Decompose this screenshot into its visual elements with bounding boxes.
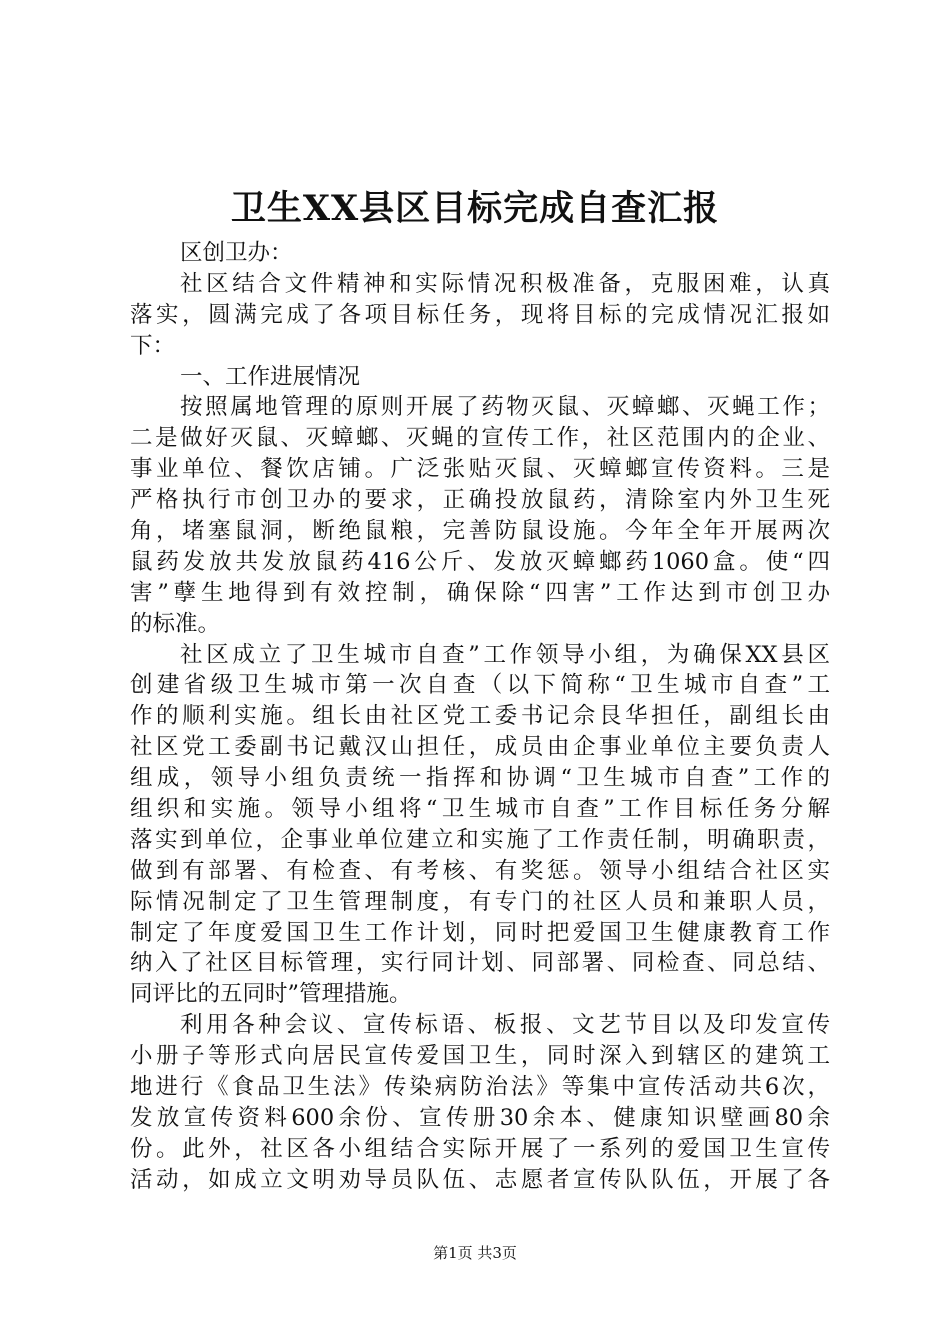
page-footer: 第1页 共3页 <box>433 1244 517 1262</box>
text-line: 组织和实施。领导小组将“卫生城市自查”工作目标任务分解 <box>130 796 830 823</box>
text-line: 小册子等形式向居民宣传爱国卫生，同时深入到辖区的建筑工 <box>130 1043 830 1070</box>
text-line: 角，堵塞鼠洞，断绝鼠粮，完善防鼠设施。今年全年开展两次 <box>130 518 830 545</box>
text-line: 落实到单位，企事业单位建立和实施了工作责任制，明确职责， <box>130 826 830 853</box>
text-line: 一、工作进展情况 <box>180 363 361 390</box>
text-line: 作的顺利实施。组长由社区党工委书记佘艮华担任，副组长由 <box>130 703 830 730</box>
text-line: 制定了年度爱国卫生工作计划，同时把爱国卫生健康教育工作 <box>130 919 830 946</box>
text-line: 份。此外，社区各小组结合实际开展了一系列的爱国卫生宣传 <box>130 1135 830 1162</box>
text-line: 发放宣传资料600余份、宣传册30余本、健康知识壁画80余 <box>130 1104 830 1131</box>
text-line: 社区成立了卫生城市自查”工作领导小组，为确保XX县区 <box>180 641 830 668</box>
text-line: 严格执行市创卫办的要求，正确投放鼠药，清除室内外卫生死 <box>130 487 830 514</box>
text-line: 鼠药发放共发放鼠药416公斤、发放灭蟑螂药1060盒。使“四 <box>130 548 830 575</box>
text-line: 社区结合文件精神和实际情况积极准备，克服困难，认真 <box>180 270 830 297</box>
text-line: 按照属地管理的原则开展了药物灭鼠、灭蟑螂、灭蝇工作； <box>180 394 830 421</box>
text-line: 事业单位、餐饮店铺。广泛张贴灭鼠、灭蟑螂宣传资料。三是 <box>130 456 830 483</box>
text-line: 做到有部署、有检查、有考核、有奖惩。领导小组结合社区实 <box>130 857 830 884</box>
text-line: 地进行《食品卫生法》传染病防治法》等集中宣传活动共6次， <box>130 1074 830 1101</box>
document-body <box>130 238 830 1196</box>
text-line: 社区党工委副书记戴汉山担任，成员由企事业单位主要负责人 <box>130 734 830 761</box>
text-line: 落实，圆满完成了各项目标任务，现将目标的完成情况汇报如 <box>130 301 830 328</box>
text-line: 纳入了社区目标管理，实行同计划、同部署、同检查、同总结、 <box>130 950 830 977</box>
text-line: 的标准。 <box>130 610 221 637</box>
text-line: 组成，领导小组负责统一指挥和协调“卫生城市自查”工作的 <box>130 765 830 792</box>
text-line: 区创卫办： <box>180 240 293 266</box>
text-line: 活动，如成立文明劝导员队伍、志愿者宣传队队伍，开展了各 <box>130 1166 830 1193</box>
text-line: 同评比的五同时”管理措施。 <box>130 981 412 1008</box>
text-line: 际情况制定了卫生管理制度，有专门的社区人员和兼职人员， <box>130 888 830 915</box>
text-line: 下： <box>130 332 176 359</box>
text-line: 害”孽生地得到有效控制，确保除“四害”工作达到市创卫办 <box>130 579 830 606</box>
text-line: 利用各种会议、宣传标语、板报、文艺节目以及印发宣传 <box>180 1012 830 1039</box>
text-line: 创建省级卫生城市第一次自查（以下简称“卫生城市自查”工 <box>130 672 830 699</box>
text-line: 二是做好灭鼠、灭蟑螂、灭蝇的宣传工作，社区范围内的企业、 <box>130 425 830 452</box>
document-title: 卫生XX县区目标完成自查汇报 <box>230 188 720 229</box>
